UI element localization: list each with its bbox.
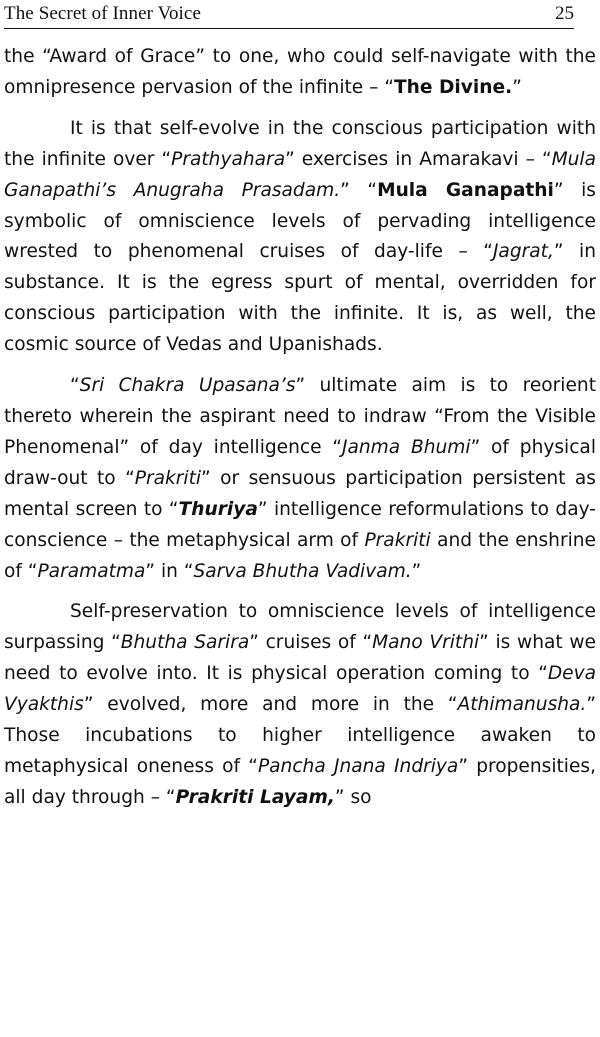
- body-text: [4, 42, 596, 824]
- bold-term: Mula Ganapathi: [377, 179, 554, 201]
- italic-term: Sarva Bhutha Vadivam.: [193, 560, 412, 582]
- text-run: ”: [411, 560, 422, 582]
- bold-italic-term: Prakriti Layam,: [175, 786, 335, 808]
- emphasis: [179, 499, 258, 520]
- text-run: ” propensities, all day through – “: [4, 755, 596, 808]
- italic-term: Mula Ganapathi’s Anugraha Prasadam.: [4, 148, 596, 201]
- text-run: ” is symbolic of omniscience levels of pervading intelligence wrested to phenomenal cruises of day-life – “: [4, 179, 596, 263]
- text-run: ” is what we need to evolve into. It is physical operation coming to “: [4, 632, 596, 685]
- running-title: The Secret of Inner Voice: [4, 3, 201, 24]
- emphasis: [176, 787, 335, 808]
- running-header: [4, 0, 574, 29]
- text-run: ” of physical draw-out to “: [4, 436, 596, 489]
- italic-term: Bhutha Sarira: [120, 632, 250, 654]
- italic-term: Athimanusha.: [457, 694, 587, 716]
- bold-italic-term: Thuriya: [178, 498, 258, 520]
- text-run: ” so: [334, 786, 372, 808]
- text-run: ” cruises of “: [249, 632, 373, 654]
- italic-term: Jagrat,: [492, 241, 554, 263]
- paragraph: [4, 114, 596, 361]
- italic-term: Sri Chakra Upasana’s: [79, 375, 296, 397]
- text-run: ” intelligence reformulations to day-conscience – the metaphysical arm of: [4, 498, 596, 551]
- bold-term: The Divine.: [393, 76, 513, 98]
- text-run: ” in substance. It is the egress spurt of mental, overridden for conscious participation with the infinite. It is, as well, the cosmic source of Vedas and Upanishads.: [4, 241, 596, 356]
- italic-term: Prakriti: [364, 529, 431, 551]
- text-run: ” Those incubations to higher intelligence awaken to metaphysical oneness of “: [4, 694, 596, 777]
- text-run: ” in “: [145, 560, 194, 582]
- paragraph: [4, 597, 596, 813]
- text-run: ” ultimate aim is to reorient thereto wherein the aspirant need to indraw “From the Visible Phenomenal” of day intelligence “: [4, 375, 596, 458]
- text-run: ” exercises in Amarakavi – “: [285, 148, 552, 170]
- italic-term: Paramatma: [37, 560, 146, 582]
- text-run: “: [70, 375, 80, 397]
- text-run: ” “: [340, 179, 378, 201]
- italic-term: Janma Bhumi: [342, 436, 471, 458]
- italic-term: Prathyahara: [171, 148, 286, 170]
- page-number: 25: [555, 3, 574, 24]
- text-run: ”: [512, 76, 522, 98]
- text-run: ” or sensuous participation persistent as mental screen to “: [4, 467, 596, 520]
- paragraph: [4, 42, 596, 104]
- italic-term: Pancha Jnana Indriya: [257, 755, 459, 777]
- text-run: and the enshrine of “: [4, 529, 596, 582]
- text-run: It is that self-evolve in the conscious participation with the infinite over “: [4, 117, 596, 170]
- text-run: the “Award of Grace” to one, who could self-navigate with the omnipresence pervasion of the infinite – “: [4, 46, 596, 98]
- text-run: Self-preservation to omniscience levels of intelligence surpassing “: [4, 601, 596, 654]
- italic-term: Prakriti: [134, 467, 202, 489]
- text-run: ” evolved, more and more in the “: [83, 694, 458, 716]
- italic-term: Deva Vyakthis: [4, 663, 596, 716]
- paragraph: [4, 371, 596, 587]
- italic-term: Mano Vrithi: [372, 632, 480, 654]
